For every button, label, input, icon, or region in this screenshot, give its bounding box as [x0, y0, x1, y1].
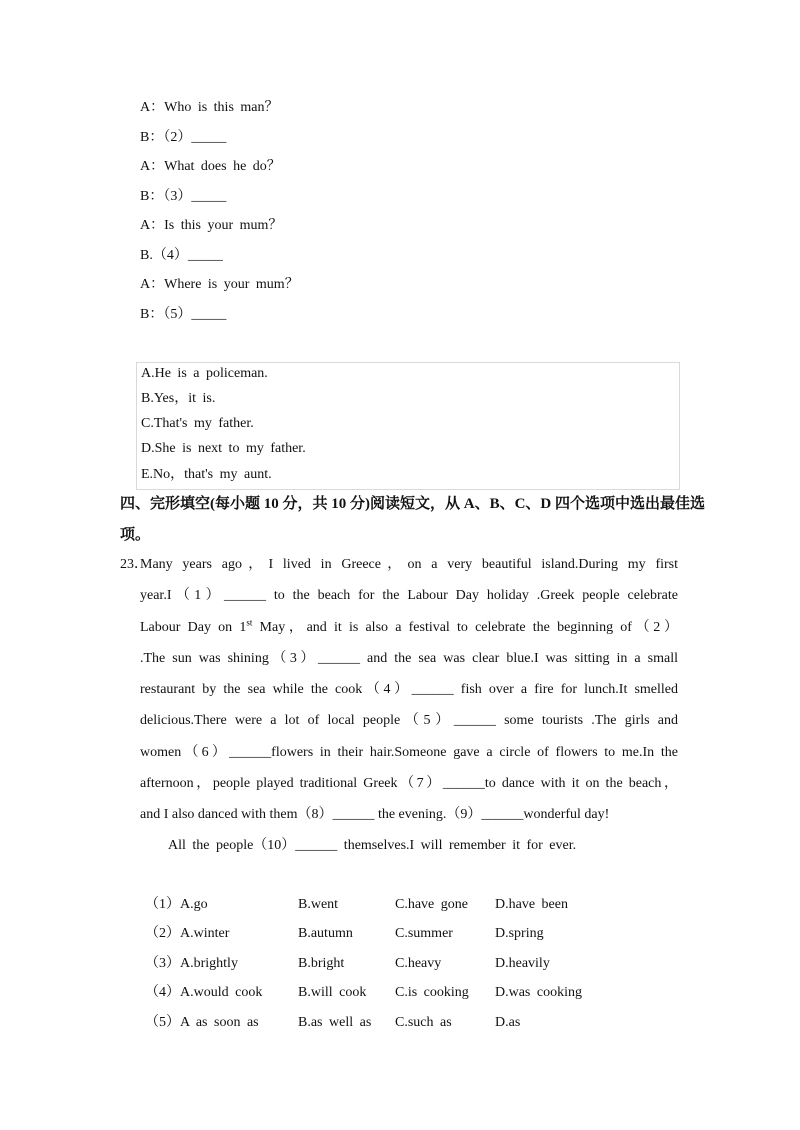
answer-option: C.That's my father. [141, 416, 254, 431]
dialogue-line: B：（2）_____ [140, 130, 227, 145]
passage-line: and I also danced with them（8）______ the evening.（9）______wonderful day! [140, 807, 610, 822]
choice-a: （5）A as soon as [145, 1015, 259, 1030]
passage-line: delicious.There were a lot of local people（5）______ some tourists .The girls and [140, 713, 678, 728]
dialogue-line: B：（5）_____ [140, 307, 227, 322]
answer-option: E.No，that's my aunt. [141, 467, 272, 482]
choice-c: C.have gone [395, 897, 468, 912]
answer-option: A.He is a policeman. [141, 366, 268, 381]
passage-text: Labour Day on 1 [140, 620, 247, 635]
choice-a: （1）A.go [145, 897, 208, 912]
dialogue-line: A：Who is this man？ [140, 100, 279, 115]
section-heading-cont: 项。 [120, 527, 151, 543]
dialogue-line: A：What does he do？ [140, 159, 281, 174]
passage-text: May，and it is also a festival to celebrate the beginning of（2） [252, 620, 678, 635]
passage-line: afternoon，people played traditional Greek（7）______to dance with it on the beach， [140, 776, 678, 791]
choice-d: D.have been [495, 897, 568, 912]
choice-b: B.will cook [298, 985, 367, 1000]
answer-option: D.She is next to my father. [141, 441, 306, 456]
passage-line: All the people（10）______ themselves.I will remember it for ever. [168, 838, 577, 853]
dialogue-line: B：（3）_____ [140, 189, 227, 204]
section-heading: 四、完形填空(每小题 10 分，共 10 分)阅读短文，从 A、B、C、D 四个选项中选出最佳选 [120, 496, 705, 512]
choice-d: D.spring [495, 926, 544, 941]
choice-d: D.was cooking [495, 985, 582, 1000]
choice-a: （2）A.winter [145, 926, 230, 941]
choice-b: B.bright [298, 956, 345, 971]
passage-line: restaurant by the sea while the cook（4）______ fish over a fire for lunch.It smelled [140, 682, 678, 697]
passage-line: women（6）______flowers in their hair.Someone gave a circle of flowers to me.In the [140, 745, 678, 760]
dialogue-line: A：Is this your mum？ [140, 218, 283, 233]
passage-line: Many years ago，I lived in Greece，on a very beautiful island.During my first [140, 557, 678, 572]
choice-a: （4）A.would cook [145, 985, 263, 1000]
question-number: 23． [120, 557, 148, 572]
choice-b: B.autumn [298, 926, 353, 941]
answer-options-box [136, 362, 680, 490]
answer-option: B.Yes，it is. [141, 391, 216, 406]
choice-b: B.as well as [298, 1015, 372, 1030]
passage-line: year.I（1）______ to the beach for the Labour Day holiday .Greek people celebrate [140, 588, 678, 603]
choice-c: C.summer [395, 926, 453, 941]
dialogue-line: A：Where is your mum？ [140, 277, 299, 292]
choice-c: C.heavy [395, 956, 442, 971]
superscript-st: st [246, 617, 253, 628]
choice-a: （3）A.brightly [145, 956, 238, 971]
passage-line: .The sun was shining（3）______ and the sea was clear blue.I was sitting in a small [140, 651, 678, 666]
choice-c: C.such as [395, 1015, 452, 1030]
dialogue-line: B.（4）_____ [140, 248, 223, 263]
choice-c: C.is cooking [395, 985, 469, 1000]
choice-b: B.went [298, 897, 339, 912]
choice-d: D.as [495, 1015, 521, 1030]
passage-line [140, 619, 678, 637]
choice-d: D.heavily [495, 956, 550, 971]
